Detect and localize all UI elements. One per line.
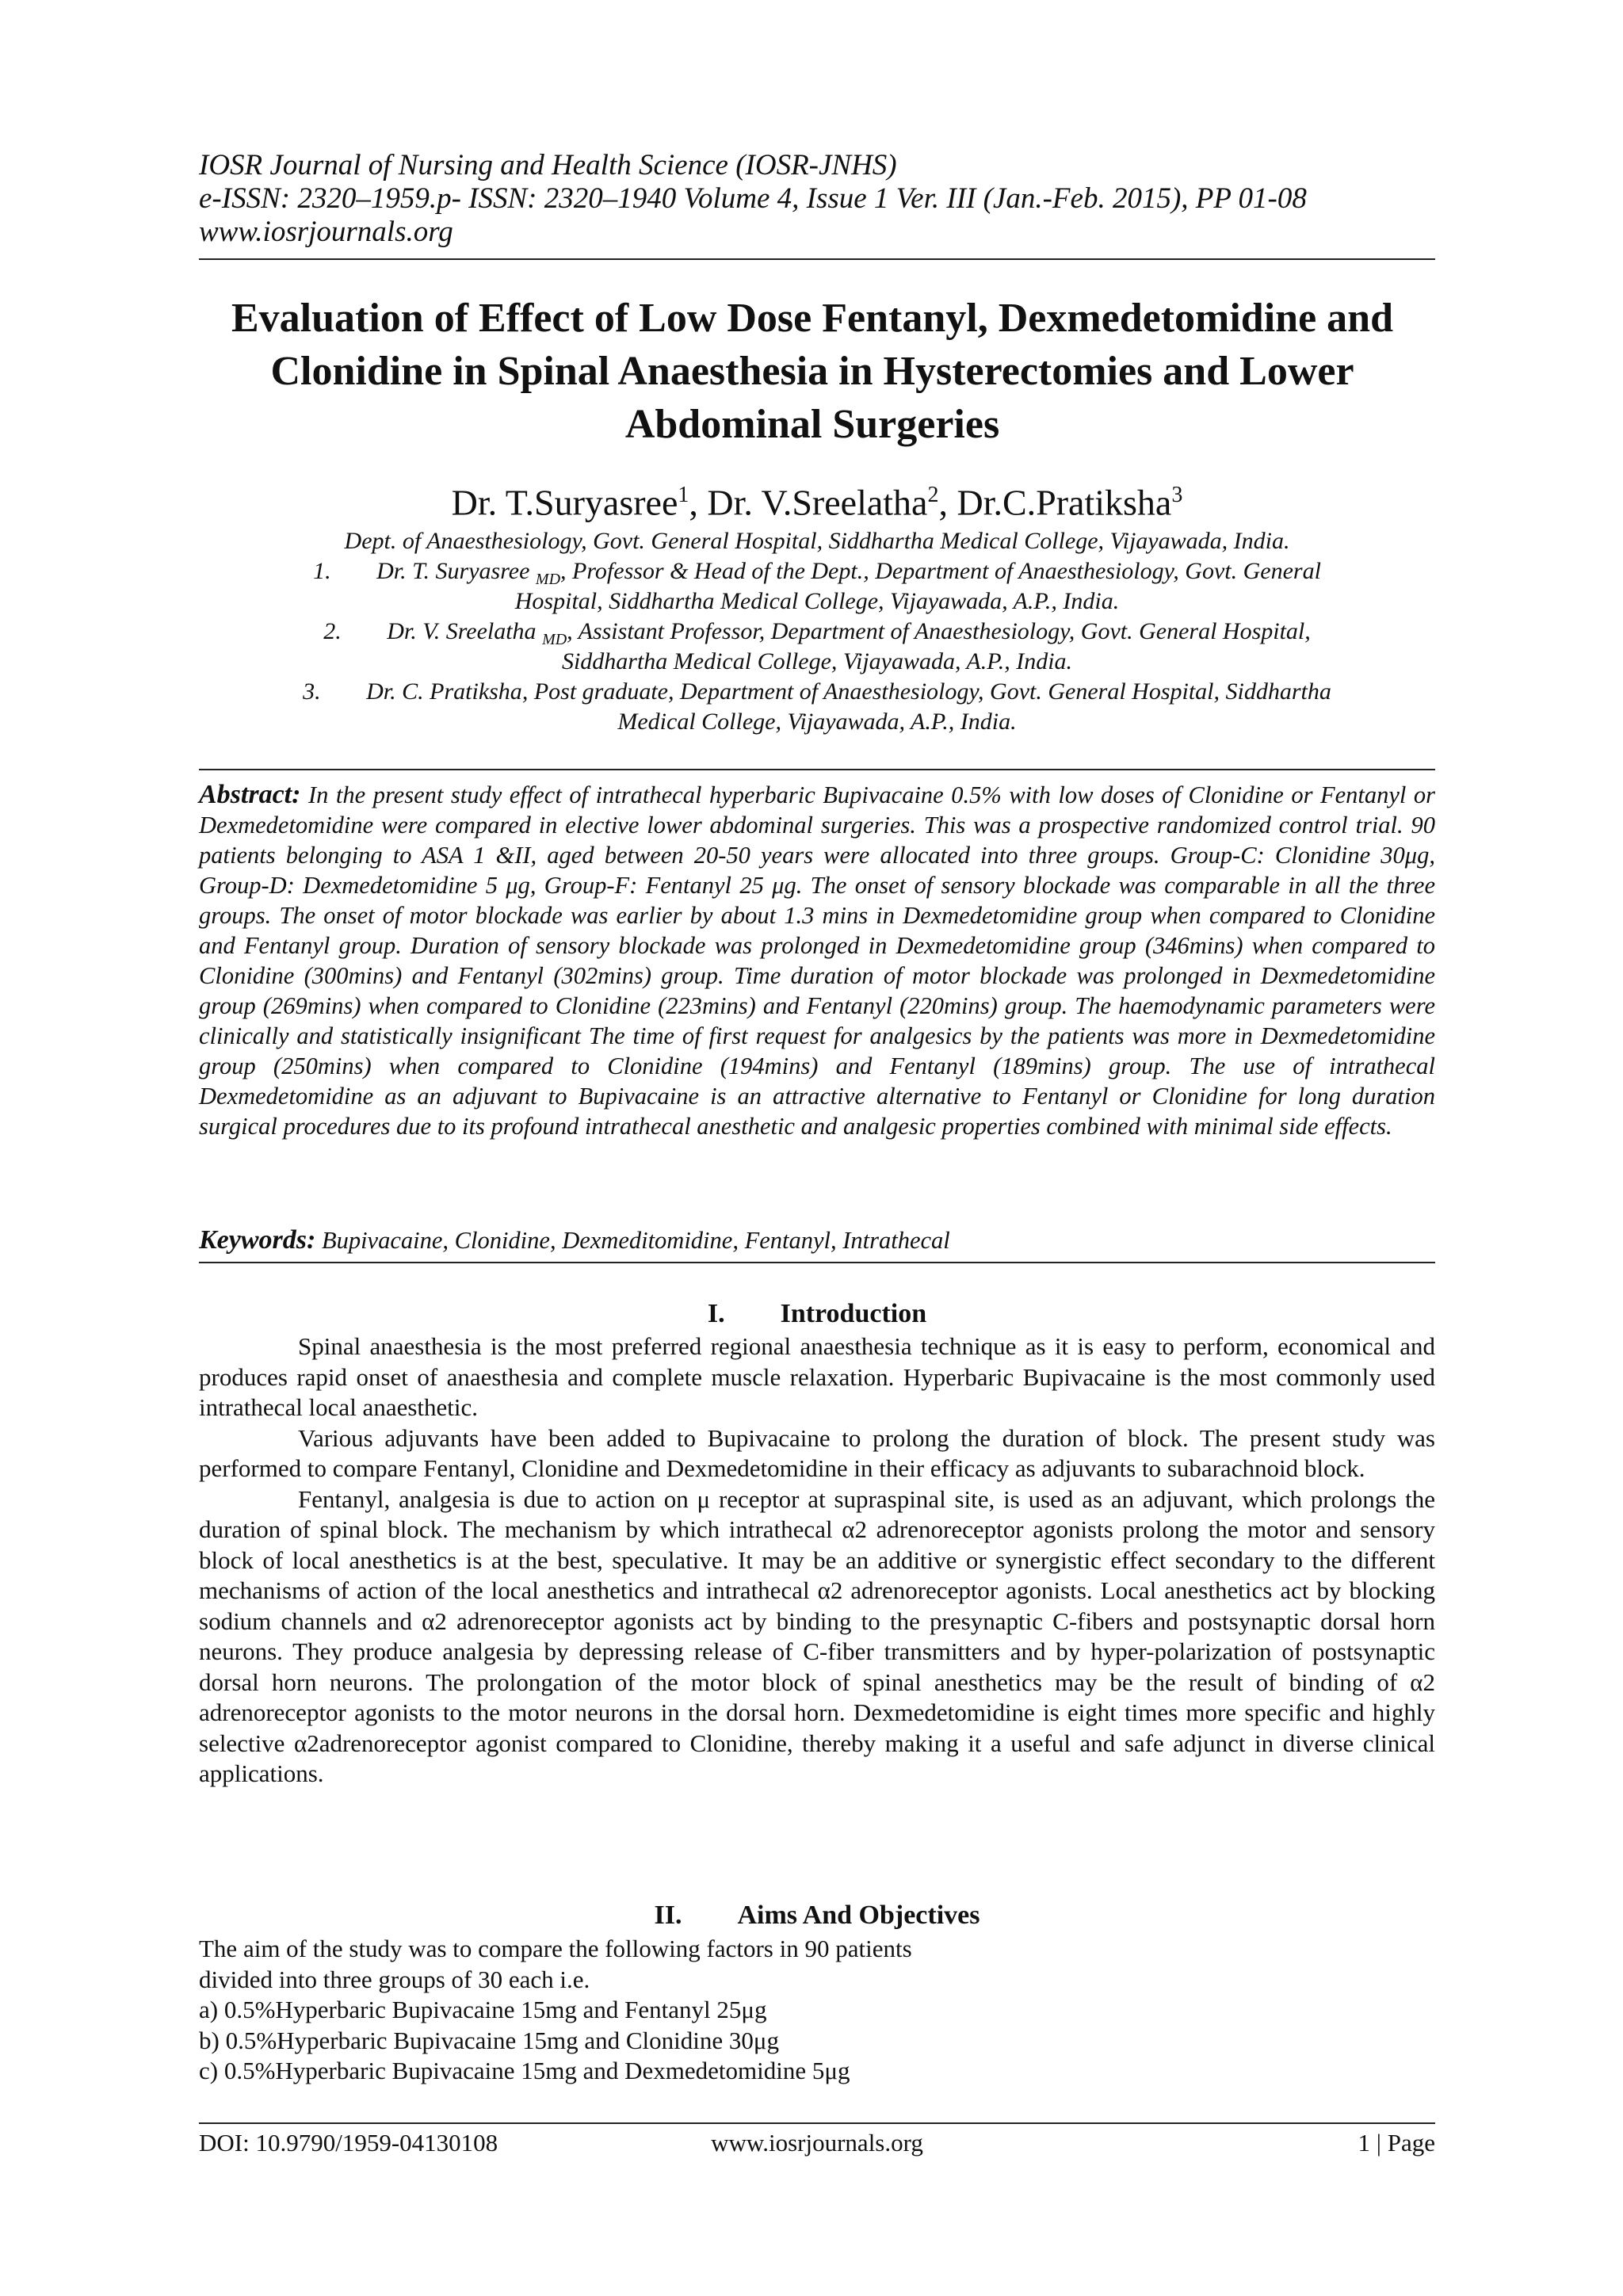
author-name: Dr. V.Sreelatha [707, 482, 928, 523]
abstract [199, 780, 1435, 1141]
degree-subscript: MD [542, 631, 567, 648]
aims-list-item: c) 0.5%Hyperbaric Bupivacaine 15mg and Dexmedetomidine 5μg [199, 2057, 850, 2084]
section-heading-aims [199, 1900, 1435, 1931]
author-separator: , [938, 482, 957, 523]
paragraph: Spinal anaesthesia is the most preferred regional anaesthesia technique as it is easy to perform, economical and produces rapid onset of anaesthesia and complete muscle relaxation. Hyperbaric Bupivacaine is the most commonly used intrathecal local anaesthetic. [199, 1332, 1435, 1421]
affiliation-author: Dr. C. Pratiksha [366, 678, 522, 705]
title-line-2: Clonidine in Spinal Anaesthesia in Hysterectomies and Lower [270, 349, 1354, 394]
title-line-3: Abdominal Surgeries [624, 402, 1000, 447]
author-superscript: 3 [1171, 483, 1183, 507]
journal-name: IOSR Journal of Nursing and Health Science (IOSR-JNHS) [199, 149, 897, 181]
paragraph: Fentanyl, analgesia is due to action on μ receptor at supraspinal site, is used as an adjuvant, which prolongs the duration of spinal block. The mechanism by which intrathecal α2 adrenoreceptor agonists prolong the motor and sensory block of local anesthetics is at the best, speculative. It may be an additive or synergistic effect secondary to the different mechanisms of action of the local anesthetics and intrathecal α2 adrenoreceptor agonists. Local anesthetics act by blocking sodium channels and α2 adrenoreceptor agonists act by binding to the presynaptic C-fibers and postsynaptic dorsal horn neurons. They produce analgesia by depressing release of C-fiber transmitters and by hyper-polarization of postsynaptic dorsal horn neurons. The prolongation of the motor block of spinal anesthetics may be the result of binding of α2 adrenoreceptor agonists to the motor neurons in the dorsal horn. Dexmedetomidine is eight times more specific and highly selective α2adrenoreceptor agonist compared to Clonidine, thereby making it a useful and safe adjunct in diverse clinical applications. [199, 1484, 1435, 1787]
aims-list-item: b) 0.5%Hyperbaric Bupivacaine 15mg and Clonidine 30μg [199, 2026, 780, 2054]
author-separator: , [689, 482, 708, 523]
affiliation-number: 1. [313, 558, 331, 584]
keywords [199, 1225, 1435, 1255]
paper-title [158, 292, 1466, 451]
author-name: Dr. T.Suryasree [451, 482, 678, 523]
keywords-bottom-rule [199, 1262, 1435, 1263]
paragraph: Various adjuvants have been added to Bupivacaine to prolong the duration of block. The present study was performed to compare Fentanyl, Clonidine and Dexmedetomidine in their efficacy as adjuvants to subarachnoid block. [199, 1423, 1435, 1482]
header-rule [199, 258, 1435, 260]
department-affiliation: Dept. of Anaesthesiology, Govt. General Hospital, Siddhartha Medical College, Vijayawada, India. [344, 528, 1290, 554]
abstract-text: In the present study effect of intrathecal hyperbaric Bupivacaine 0.5% with low doses of Clonidine or Fentanyl or Dexmedetomidine were compared in elective lower abdominal surgeries. This was a prospective randomized control trial. 90 patients belonging to ASA 1 &II, aged between 20-50 years were allocated into three groups. Group-C: Clonidine 30μg, Group-D: Dexmedetomidine 5 μg, Group-F: Fentanyl 25 μg. The onset of sensory blockade was comparable in all the three groups. The onset of motor blockade was earlier by about 1.3 mins in Dexmedetomidine group when compared to Clonidine and Fentanyl group. Duration of sensory blockade was prolonged in Dexmedetomidine group (346mins) when compared to Clonidine (300mins) and Fentanyl (302mins) group. Time duration of motor blockade was prolonged in Dexmedetomidine group (269mins) when compared to Clonidine (223mins) and Fentanyl (220mins) group. The haemodynamic parameters were clinically and statistically insignificant The time of first request for analgesics by the patients was more in Dexmedetomidine group (250mins) when compared to Clonidine (194mins) and Fentanyl (189mins) group. The use of intrathecal Dexmedetomidine as an adjuvant to Bupivacaine is an attractive alternative to Fentanyl or Clonidine for long duration surgical procedures due to its profound intrathecal anesthetic and analgesic properties combined with minimal side effects. [199, 781, 1436, 1140]
footer-page-number: 1 | Page [1358, 2129, 1435, 2157]
affiliation-number: 3. [303, 678, 321, 705]
title-line-1: Evaluation of Effect of Low Dose Fentanyl, Dexmedetomidine and [231, 296, 1394, 341]
section-title: Aims And Objectives [737, 1901, 980, 1930]
author-superscript: 2 [927, 483, 939, 507]
affiliation-author: Dr. V. Sreelatha [387, 618, 543, 644]
affiliation-2-line-2: Siddhartha Medical College, Vijayawada, A.P., India. [561, 648, 1073, 674]
footer-doi: DOI: 10.9790/1959-04130108 [199, 2129, 498, 2157]
introduction-body [199, 1331, 1435, 1790]
aims-line: divided into three groups of 30 each i.e. [199, 1965, 590, 1993]
journal-website: www.iosrjournals.org [199, 216, 453, 248]
affiliation-text: , Assistant Professor, Department of Anaesthesiology, Govt. General Hospital, [567, 618, 1311, 644]
aims-list-item: a) 0.5%Hyperbaric Bupivacaine 15mg and Fentanyl 25μg [199, 1996, 767, 2023]
author-superscript: 1 [678, 483, 689, 507]
affiliation-1-line-2: Hospital, Siddhartha Medical College, Vijayawada, A.P., India. [514, 588, 1120, 614]
affiliation-3-line-1 [199, 677, 1435, 707]
author-list [199, 474, 1435, 524]
footer-rule [199, 2122, 1435, 2124]
abstract-label: Abstract: [199, 780, 301, 809]
keywords-text: Bupivacaine, Clonidine, Dexmeditomidine, Fentanyl, Intrathecal [321, 1227, 950, 1254]
degree-subscript: MD [535, 571, 561, 588]
issn-line: e-ISSN: 2320–1959.p- ISSN: 2320–1940 Volume 4, Issue 1 Ver. III (Jan.-Feb. 2015), PP 01-08 [199, 182, 1307, 215]
section-number: I. [707, 1299, 725, 1328]
abstract-top-rule [199, 769, 1435, 770]
affiliation-number: 2. [323, 618, 342, 644]
affiliation-author: Dr. T. Suryasree [376, 558, 536, 584]
footer-website: www.iosrjournals.org [711, 2129, 923, 2157]
section-title: Introduction [780, 1299, 927, 1328]
section-number: II. [654, 1901, 682, 1930]
keywords-label: Keywords: [199, 1225, 316, 1255]
aims-body [199, 1934, 1435, 2087]
author-name: Dr.C.Pratiksha [957, 482, 1172, 523]
aims-line: The aim of the study was to compare the following factors in 90 patients [199, 1935, 912, 1962]
section-heading-introduction [199, 1298, 1435, 1330]
affiliation-3-line-2: Medical College, Vijayawada, A.P., India. [617, 709, 1017, 735]
affiliation-text: , Post graduate, Department of Anaesthesiology, Govt. General Hospital, Siddhartha [521, 678, 1331, 705]
affiliation-text: , Professor & Head of the Dept., Department of Anaesthesiology, Govt. General [560, 558, 1321, 584]
